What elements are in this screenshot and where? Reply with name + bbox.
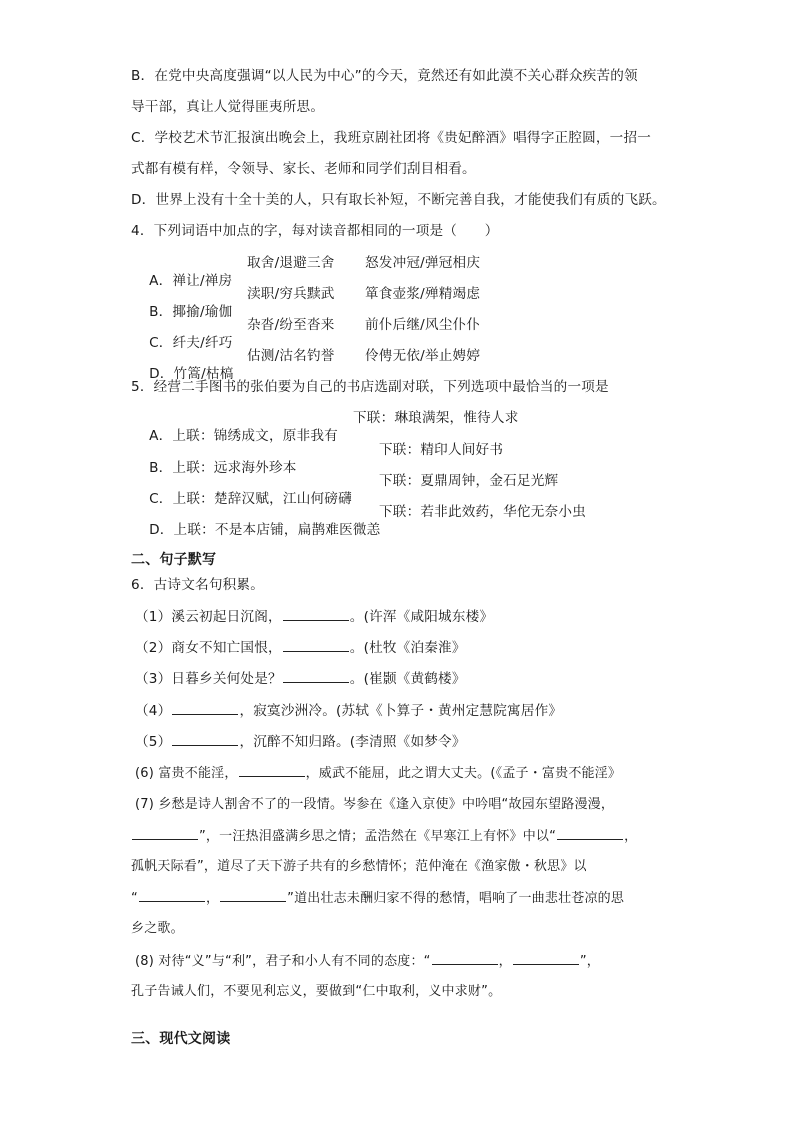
- q6-item-4-text: ，寂寞沙洲冷。(苏轼《卜算子・黄州定慧院寓居作》: [239, 703, 563, 719]
- q5-option-c-upper: C．上联：楚辞汉赋，江山何磅礴: [149, 491, 352, 507]
- q6-item-3-text: （3）日暮乡关何处是？: [135, 671, 282, 687]
- q5-option-c-lower: 下联：夏鼎周钟，金石足光辉: [379, 473, 559, 489]
- q6-item-3-source: 。(崔颢《黄鹤楼》: [349, 671, 466, 687]
- q5-option-b-upper: B．上联：远求海外珍本: [149, 460, 297, 476]
- q4-option-c-col2: 杂沓/纷至沓来: [247, 317, 335, 333]
- answer-blank[interactable]: [220, 889, 286, 902]
- q5-option-b-lower: 下联：精印人间好书: [379, 442, 504, 458]
- q6-stem: 6．古诗文名句积累。: [131, 577, 264, 593]
- q5-option-d-lower: 下联：若非此效药，华佗无奈小虫: [379, 504, 586, 520]
- q3-option-c-line2: 式都有模有样，令领导、家长、老师和同学们刮目相看。: [131, 161, 476, 177]
- q3-option-d: D．世界上没有十全十美的人，只有取长补短，不断完善自我，才能使我们有质的飞跃。: [131, 192, 666, 208]
- q4-option-b-col3: 箪食壶浆/殚精竭虑: [365, 286, 481, 302]
- q6-item-7-line5: 乡之歌。: [131, 921, 184, 936]
- q6-item-2-text: （2）商女不知亡国恨，: [135, 640, 282, 656]
- q4-stem: 4．下列词语中加点的字，每对读音都相同的一项是（ ）: [131, 223, 499, 239]
- q6-item-6-text: (6) 富贵不能淫，: [135, 766, 238, 781]
- q6-item-7-line4-comma: ，: [205, 891, 220, 906]
- q6-item-4: [135, 702, 562, 720]
- answer-blank[interactable]: [132, 827, 198, 840]
- q6-item-7-line2-text: ”，一汪热泪盛满乡思之情；孟浩然在《早寒江上有怀》中以“: [199, 829, 557, 844]
- q4-option-d-col2: 估测/沽名钓誉: [247, 348, 335, 364]
- q6-item-8-comma: ，: [498, 954, 512, 969]
- q6-item-6-rest: ，威武不能屈，此之谓大丈夫。(《孟子・富贵不能淫》: [305, 766, 622, 781]
- q4-option-b-col1: B．揶揄/瑜伽: [149, 304, 233, 320]
- q4-option-a-col2: 取舍/退避三舍: [247, 255, 335, 271]
- q4-option-a-col1: A．禅让/禅房: [149, 273, 233, 289]
- q6-item-7-line4-open: “: [131, 891, 138, 906]
- answer-blank[interactable]: [172, 702, 238, 715]
- section-2-title: 二、句子默写: [131, 552, 217, 568]
- answer-blank[interactable]: [283, 639, 349, 652]
- q6-item-2-source: 。(杜牧《泊秦淮》: [349, 640, 466, 656]
- q5-option-d-upper: D．上联：不是本店铺，扁鹊难医微恙: [149, 522, 381, 538]
- q6-item-6: [135, 764, 621, 783]
- q6-item-5: [135, 733, 466, 751]
- q6-item-7-line2-end: ，: [624, 829, 638, 844]
- q5-option-a-lower: 下联：琳琅满架，惟待人求: [353, 410, 519, 426]
- answer-blank[interactable]: [239, 764, 305, 777]
- q4-option-b-col2: 渎职/穷兵黩武: [247, 286, 335, 302]
- q6-item-8-line2: 孔子告诫人们，不要见利忘义，要做到“仁中取利，义中求财”。: [131, 984, 502, 999]
- answer-blank[interactable]: [557, 827, 623, 840]
- q4-option-c-col1: C．纤夫/纤巧: [149, 335, 233, 351]
- q6-item-7-line4: [131, 889, 624, 908]
- q6-item-7-line1: (7) 乡愁是诗人割舍不了的一段情。岑参在《逢入京使》中吟唱“故园东望路漫漫，: [135, 797, 615, 812]
- answer-blank[interactable]: [513, 952, 579, 965]
- answer-blank[interactable]: [283, 670, 349, 683]
- q6-item-1-text: （1）溪云初起日沉阁，: [135, 609, 282, 625]
- q6-item-4-label: （4）: [135, 703, 172, 719]
- section-3-title: 三、现代文阅读: [131, 1031, 231, 1047]
- q4-option-d-col3: 伶俜无依/举止娉婷: [365, 348, 481, 364]
- q4-option-a-col3: 怒发冲冠/弹冠相庆: [365, 255, 481, 271]
- q6-item-7-line2: [131, 827, 637, 846]
- q6-item-1-source: 。(许浑《咸阳城东楼》: [349, 609, 494, 625]
- q6-item-7-line3: 孤帆天际看”，道尽了天下游子共有的乡愁情怀；范仲淹在《渔家傲・秋思》以: [131, 859, 587, 874]
- q6-item-3: [135, 670, 466, 688]
- q4-option-c-col3: 前仆后继/风尘仆仆: [365, 317, 481, 333]
- q6-item-1: [135, 608, 493, 626]
- q5-option-a-upper: A．上联：锦绣成文，原非我有: [149, 428, 338, 444]
- q4-option-d-col1: D．竹篙/枯槁: [149, 366, 234, 382]
- q6-item-8-line1: [135, 952, 600, 971]
- answer-blank[interactable]: [139, 889, 205, 902]
- q3-option-b-line2: 导干部，真让人觉得匪夷所思。: [131, 99, 325, 115]
- q6-item-8-close: ”，: [579, 954, 600, 969]
- answer-blank[interactable]: [283, 608, 349, 621]
- q6-item-2: [135, 639, 466, 657]
- q6-item-8-text: (8) 对待“义”与“利”，君子和小人有不同的态度：“: [135, 954, 431, 969]
- q6-item-5-text: ，沉醉不知归路。(李清照《如梦令》: [239, 734, 466, 750]
- q6-item-5-label: （5）: [135, 734, 172, 750]
- q5-stem: 5．经营二手图书的张伯要为自己的书店选副对联，下列选项中最恰当的一项是: [131, 379, 609, 395]
- q6-item-7-line4-text: ”道出壮志未酬归家不得的愁情，唱响了一曲悲壮苍凉的思: [287, 891, 625, 906]
- q3-option-c-line1: C．学校艺术节汇报演出晚会上，我班京剧社团将《贵妃醉酒》唱得字正腔圆，一招一: [131, 130, 652, 146]
- answer-blank[interactable]: [432, 952, 498, 965]
- answer-blank[interactable]: [172, 733, 238, 746]
- q3-option-b-line1: B．在党中央高度强调“以人民为中心”的今天，竟然还有如此漠不关心群众疾苦的领: [131, 68, 638, 84]
